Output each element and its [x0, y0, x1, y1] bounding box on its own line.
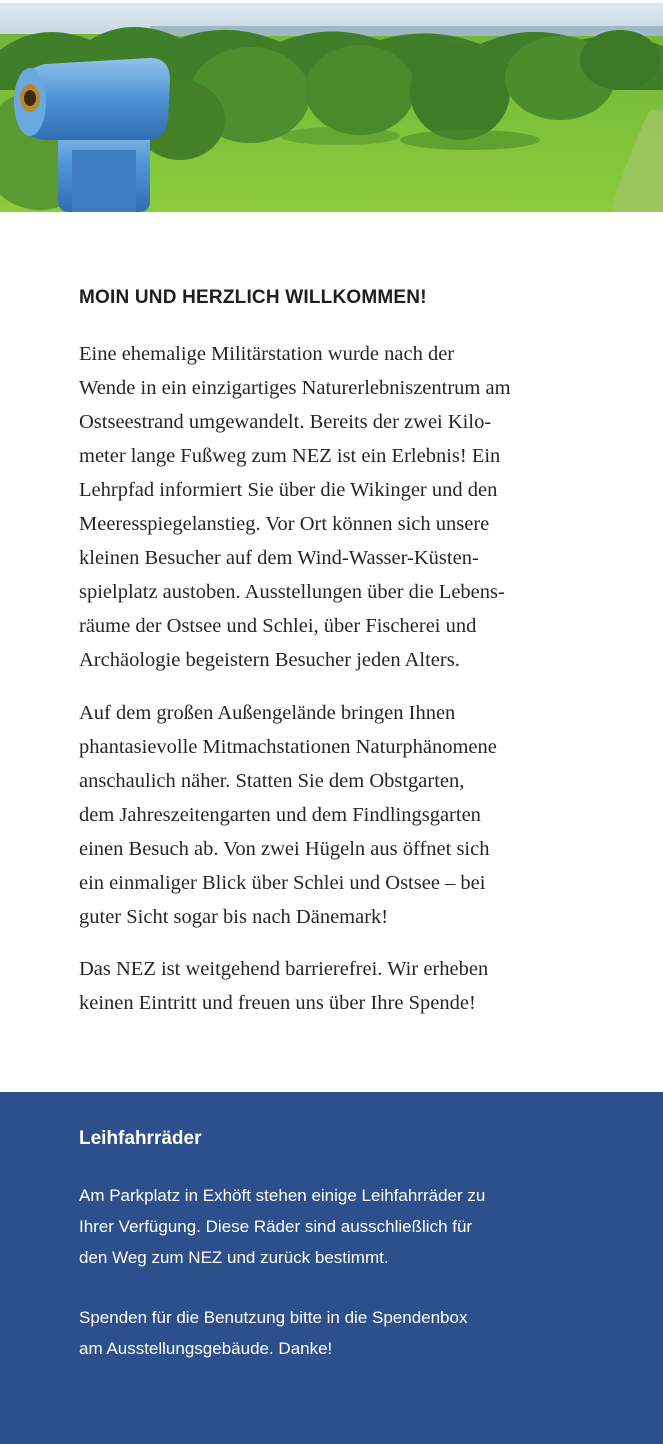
intro-paragraph-2 — [79, 696, 619, 934]
text-line: Am Parkplatz in Exhöft stehen einige Leihfahrräder zu — [79, 1186, 486, 1205]
text-line: Ostseestrand umgewandelt. Bereits der zwei Kilo- — [79, 411, 492, 433]
text-line: spielplatz austoben. Ausstellungen über die Lebens- — [79, 581, 505, 603]
text-line: am Ausstellungsgebäude. Danke! — [79, 1339, 333, 1358]
text-line: guter Sicht sogar bis nach Dänemark! — [79, 906, 389, 928]
intro-paragraph-3 — [79, 952, 619, 1020]
welcome-section — [0, 212, 663, 1092]
text-line: räume der Ostsee und Schlei, über Fischerei und — [79, 615, 477, 637]
bike-rental-paragraph-1 — [79, 1180, 619, 1273]
text-line: meter lange Fußweg zum NEZ ist ein Erlebnis! Ein — [79, 445, 501, 467]
text-line: phantasievolle Mitmachstationen Naturphänomene — [79, 736, 497, 758]
text-line: den Weg zum NEZ und zurück bestimmt. — [79, 1248, 389, 1267]
bike-rental-title: Leihfahrräder — [79, 1128, 202, 1149]
intro-paragraph-1 — [79, 337, 619, 677]
text-line: Ihrer Verfügung. Diese Räder sind ausschließlich für — [79, 1217, 473, 1236]
text-line: ein einmaliger Blick über Schlei und Ostsee – bei — [79, 872, 486, 894]
welcome-heading: MOIN UND HERZLICH WILLKOMMEN! — [79, 287, 427, 308]
text-line: Spenden für die Benutzung bitte in die Spendenbox — [79, 1308, 468, 1327]
text-line: einen Besuch ab. Von zwei Hügeln aus öffnet sich — [79, 838, 490, 860]
text-line: Lehrpfad informiert Sie über die Wikinger und den — [79, 479, 498, 501]
text-line: kleinen Besucher auf dem Wind-Wasser-Küsten- — [79, 547, 479, 569]
text-line: Das NEZ ist weitgehend barrierefrei. Wir erheben — [79, 958, 489, 980]
text-line: Auf dem großen Außengelände bringen Ihnen — [79, 702, 456, 724]
text-line: keinen Eintritt und freuen uns über Ihre Spende! — [79, 992, 476, 1014]
text-line: dem Jahreszeitengarten und dem Findlingsgarten — [79, 804, 481, 826]
text-line: Eine ehemalige Militärstation wurde nach der — [79, 343, 455, 365]
bike-rental-panel — [0, 1092, 663, 1444]
text-line: anschaulich näher. Statten Sie dem Obstgarten, — [79, 770, 465, 792]
landscape-telescope-image — [0, 0, 663, 212]
header-photo — [0, 0, 663, 212]
text-line: Archäologie begeistern Besucher jeden Alters. — [79, 649, 460, 671]
text-line: Wende in ein einzigartiges Naturerlebniszentrum am — [79, 377, 511, 399]
bike-rental-paragraph-2 — [79, 1302, 619, 1364]
text-line: Meeresspiegelanstieg. Vor Ort können sich unsere — [79, 513, 490, 535]
